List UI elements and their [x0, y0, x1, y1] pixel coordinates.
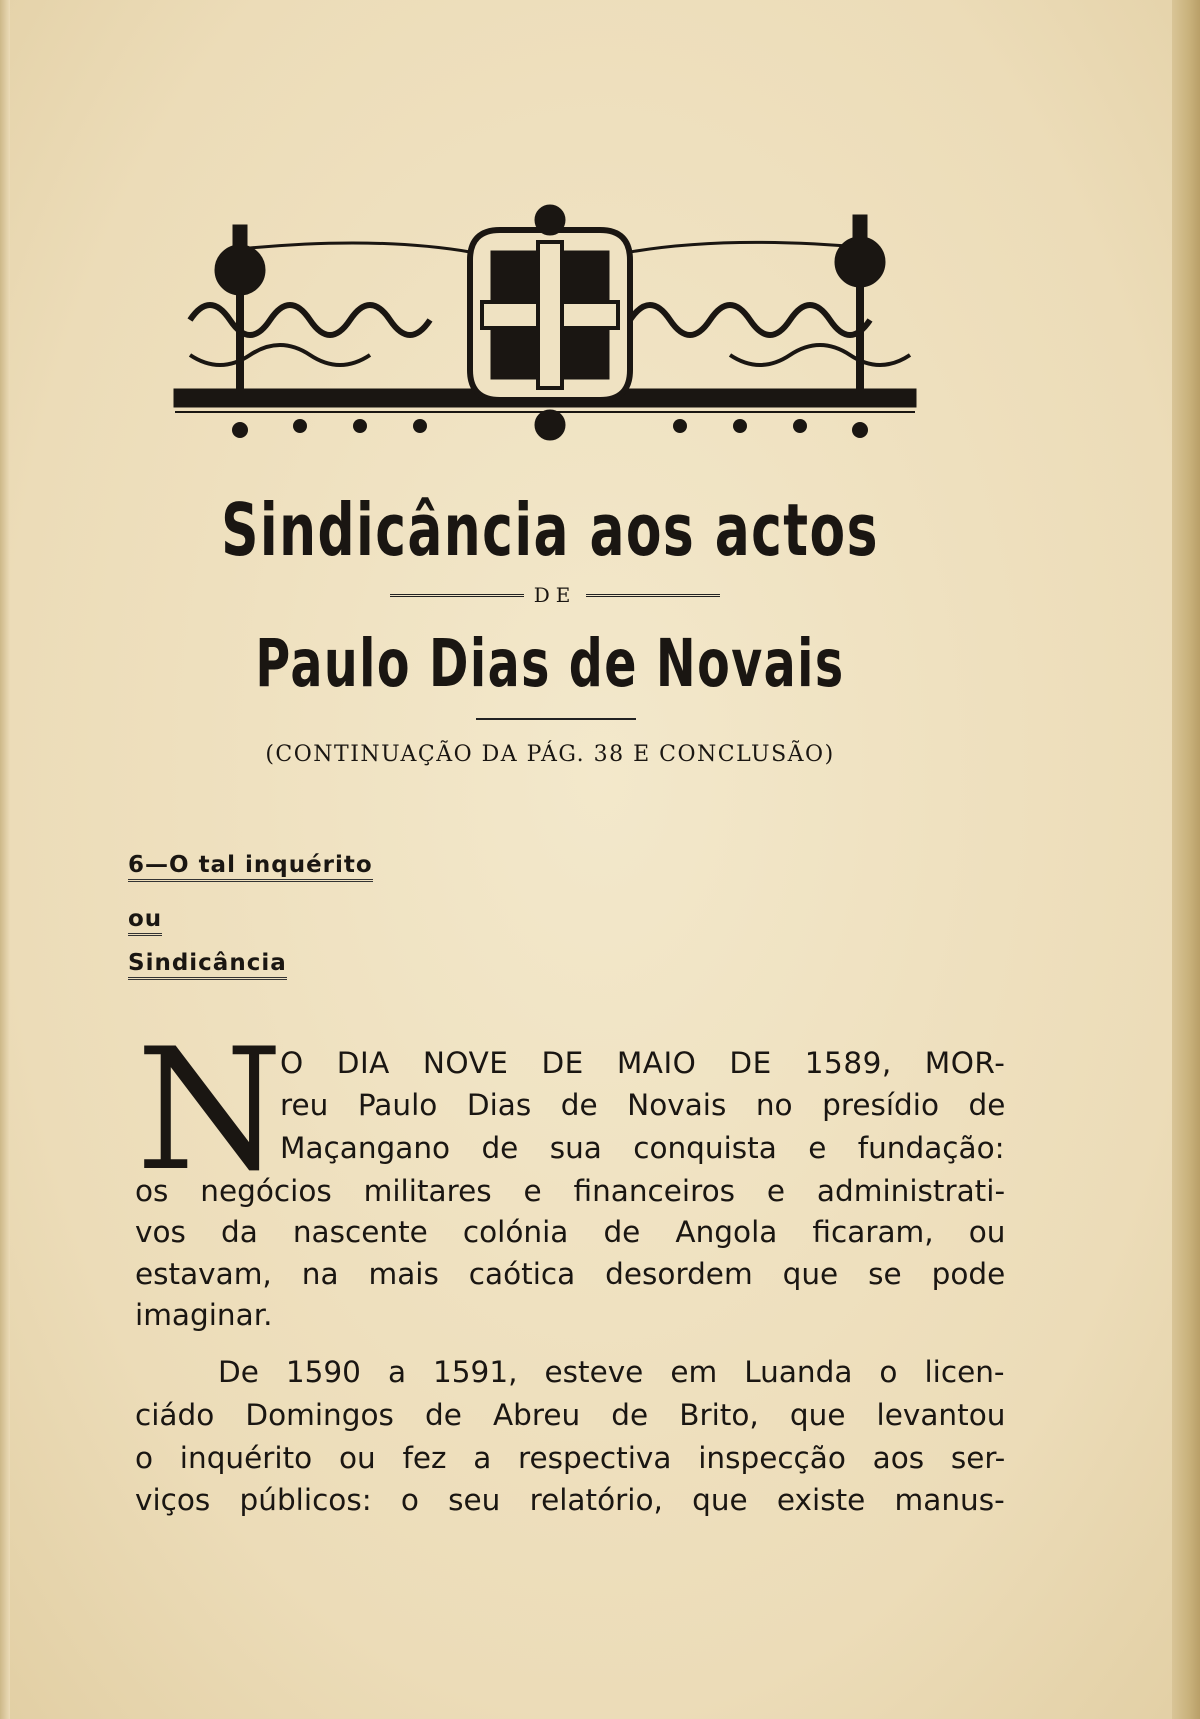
text-line: os negócios militares e financeiros e administrati- [135, 1174, 1006, 1208]
page-title-name: Paulo Dias de Novais [255, 625, 845, 702]
text-line: imaginar. [135, 1298, 273, 1332]
divider [586, 594, 720, 597]
text-line: De 1590 a 1591, esteve em Luanda o licen- [218, 1355, 1005, 1389]
page-edge-left [0, 0, 10, 1719]
divider [476, 718, 636, 720]
text-line: estavam, na mais caótica desordem que se pode [135, 1257, 1006, 1291]
page-edge-right [1172, 0, 1200, 1719]
text-line: viços públicos: o seu relatório, que existe manus- [135, 1483, 1005, 1517]
text-line: Maçangano de sua conquista e fundação: [280, 1131, 1005, 1165]
title-connector [390, 580, 720, 610]
drop-cap: N [136, 1012, 283, 1208]
text-line: O DIA NOVE DE MAIO DE 1589, MOR- [280, 1046, 1006, 1080]
text-line: o inquérito ou fez a respectiva inspecção aos ser- [135, 1441, 1006, 1475]
continuation-note: (CONTINUAÇÃO DA PÁG. 38 E CONCLUSÃO) [265, 742, 835, 767]
connector-word: DE [533, 583, 577, 607]
divider [390, 594, 524, 597]
side-heading-line: 6—O tal inquérito [128, 852, 373, 882]
text-line: vos da nascente colónia de Angola ficaram, ou [135, 1215, 1006, 1249]
text-line: ciádo Domingos de Abreu de Brito, que levantou [135, 1398, 1006, 1432]
text-line: reu Paulo Dias de Novais no presídio de [280, 1088, 1006, 1122]
decorative-headpiece-icon [170, 190, 930, 470]
side-heading-line: ou [128, 906, 162, 936]
page-title: Sindicância aos actos [221, 488, 879, 572]
side-heading-line: Sindicância [128, 950, 287, 980]
